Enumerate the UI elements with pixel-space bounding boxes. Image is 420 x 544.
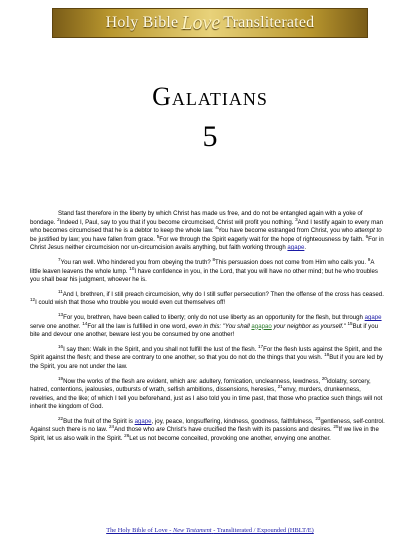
verse-text: Christ's have crucified the flesh with its passions and desires.	[166, 426, 332, 434]
banner-title-left: Holy Bible	[105, 14, 179, 31]
banner-title-right: Transliterated	[223, 14, 315, 31]
verse-number: 15	[347, 320, 353, 326]
verse-text: A little leaven leavens the whole lump.	[30, 258, 375, 275]
verse-number: 20	[321, 375, 327, 381]
verse-text: For you, brethren, have been called to liberty; only do not use liberty as an opportunity for the flesh, but through	[63, 313, 363, 321]
verse-text: But if you bite and devour one another, beware lest you be consumed by one another!	[30, 322, 378, 339]
verse-text: gentleness, self-control. Against such there is no law.	[30, 417, 385, 434]
verse-number: 25	[333, 424, 339, 430]
verse-number: 19	[58, 375, 64, 381]
verse-number: 13	[58, 311, 64, 317]
verse-text: idolatry, sorcery, hatred, contentions, jealousies, outbursts of wrath, selfish ambitions, dissensions, heresies,	[30, 377, 371, 394]
verse-number: 12	[30, 297, 36, 303]
verse-number: 21	[277, 384, 283, 390]
verse-number: 14	[82, 320, 88, 326]
verse-text-italic: even	[188, 322, 202, 330]
verse-text-italic: are	[156, 426, 165, 434]
verse-text-italic: attempt to	[354, 227, 382, 235]
paragraph	[30, 343, 386, 372]
verse-text: Stand fast therefore in the liberty by which Christ has made us free, and do not be entangled again with a yoke of bondage.	[30, 210, 363, 226]
verse-text: envy, murders, drunkenness, revelries, and the like; of which I tell you beforehand, just as I also told you in time past, that those who practice such things will not inherit the kingdom of God.	[30, 386, 383, 411]
verse-number: 4	[215, 225, 218, 231]
verse-text: I have confidence in you, in the Lord, that you will have no other mind; but he who troubles you shall bear his judgment, whoever he is.	[30, 267, 378, 284]
verse-number: 24	[108, 424, 115, 430]
verse-number: 23	[315, 415, 321, 421]
verse-text: And I testify again to every man who becomes circumcised that he is a debtor to keep the whole law.	[30, 218, 384, 235]
footer-suffix: - Transliterated / Expounded (HBLT/E)	[213, 527, 314, 534]
verse-text: For all the law is fulfilled in one word,	[87, 322, 187, 330]
verse-number: 9	[367, 256, 371, 262]
verse-number: 7	[58, 256, 61, 262]
verse-text: For in Christ Jesus neither circumcision nor un-circumcision avails anything, but faith working through	[30, 235, 384, 252]
verse-number: 11	[58, 288, 63, 294]
paragraph: Stand fast therefore in the liberty by which Christ has made us free, and do not be entangled again with a yoke of bondage. $^2$Indeed I, Paul, say to you that if you become circumcised, Christ will profit you nothing. $^3$And I testify again to every man who becomes circumcised that he is a debtor to keep the whole law. $^4$You have become estranged from Christ, you who attempt to be justified by law; you have fallen from grace. $^5$For we through the Spirit eagerly wait for the hope of righteousness by faith. $^6$For in Christ Jesus neither circumcision nor un-circumcision avails anything, but faith working through agape.	[30, 210, 384, 252]
verse-text: And I, brethren, if I still preach circumcision, why do I still suffer persecution? Then the offense of the cross has ceased.	[62, 290, 384, 298]
greek-word-link[interactable]: agape	[134, 417, 152, 425]
verse-number: 8	[212, 256, 216, 262]
verse-number: 22	[58, 415, 64, 421]
footer-new-testament: New Testament	[172, 527, 212, 534]
verse-number: 6	[365, 233, 369, 239]
verse-text: If we live in the Spirit, let us also walk in the Spirit.	[30, 426, 379, 443]
paragraph	[30, 375, 386, 412]
verse-text: serve one another.	[30, 322, 81, 330]
verse-number: 3	[295, 216, 298, 222]
paragraph	[30, 288, 386, 308]
verse-text-italic: your neighbor as yourself."	[273, 322, 346, 330]
verse-number: 17	[258, 343, 264, 349]
greek-word-link[interactable]: agape	[287, 244, 305, 252]
verse-text: But if you are led by the Spirit, you are not under the law.	[30, 354, 384, 370]
verse-text: Let us not become conceited, provoking one another, envying one another.	[129, 435, 331, 443]
chapter-text	[30, 210, 386, 450]
verse-text: But the fruit of the Spirit is	[63, 417, 133, 425]
verse-text: , joy, peace, longsuffering, kindness, goodness, faithfulness,	[151, 417, 314, 425]
verse-number: 26	[124, 433, 130, 439]
verse-text: Indeed I, Paul, say to you that if you become circumcised, Christ will profit you nothing.	[59, 218, 294, 226]
footer-prefix: The Holy Bible of Love -	[106, 527, 172, 534]
verse-text: be justified by law; you have fallen from grace.	[30, 235, 155, 243]
verse-text: Now the works of the flesh are evident, which are: adultery, fornication, uncleanness, lewdness,	[63, 377, 321, 385]
verse-text-italic: in this: "You shall	[203, 322, 250, 330]
verse-text: You ran well. Who hindered you from obeying the truth?	[60, 258, 211, 266]
verse-text: This persuasion does not come from Him who calls you.	[215, 258, 367, 266]
banner-title-love: Love	[181, 11, 221, 34]
chapter-number: 5	[202, 120, 218, 153]
greek-word-link[interactable]: agapao	[251, 322, 272, 330]
verse-text: For we through the Spirit eagerly wait for the hope of righteousness by faith.	[159, 235, 364, 243]
verse-text: And those who	[114, 426, 155, 434]
verse-number: 18	[324, 352, 330, 358]
paragraph	[30, 256, 386, 285]
verse-number: 10	[129, 265, 135, 271]
book-title: Galatians	[152, 82, 268, 111]
verse-text: You have become estranged from Christ, you who	[217, 227, 353, 235]
paragraph	[30, 415, 386, 444]
verse-text: I could wish that those who trouble you would even cut themselves off!	[35, 299, 226, 307]
verse-text: For the flesh lusts against the Spirit, and the Spirit against the flesh; and these are contrary to one another, so that you do not do the things that you wish.	[30, 345, 383, 362]
verse-number: 5	[156, 233, 160, 239]
verse-number: 2	[57, 216, 60, 222]
verse-text: I say then: Walk in the Spirit, and you shall not fulfill the lust of the flesh.	[63, 345, 257, 353]
footer-link[interactable]	[0, 527, 420, 534]
verse-number: 16	[58, 343, 64, 349]
greek-word-link[interactable]: agape	[364, 313, 382, 321]
header-banner	[52, 8, 368, 38]
paragraph	[30, 311, 386, 340]
